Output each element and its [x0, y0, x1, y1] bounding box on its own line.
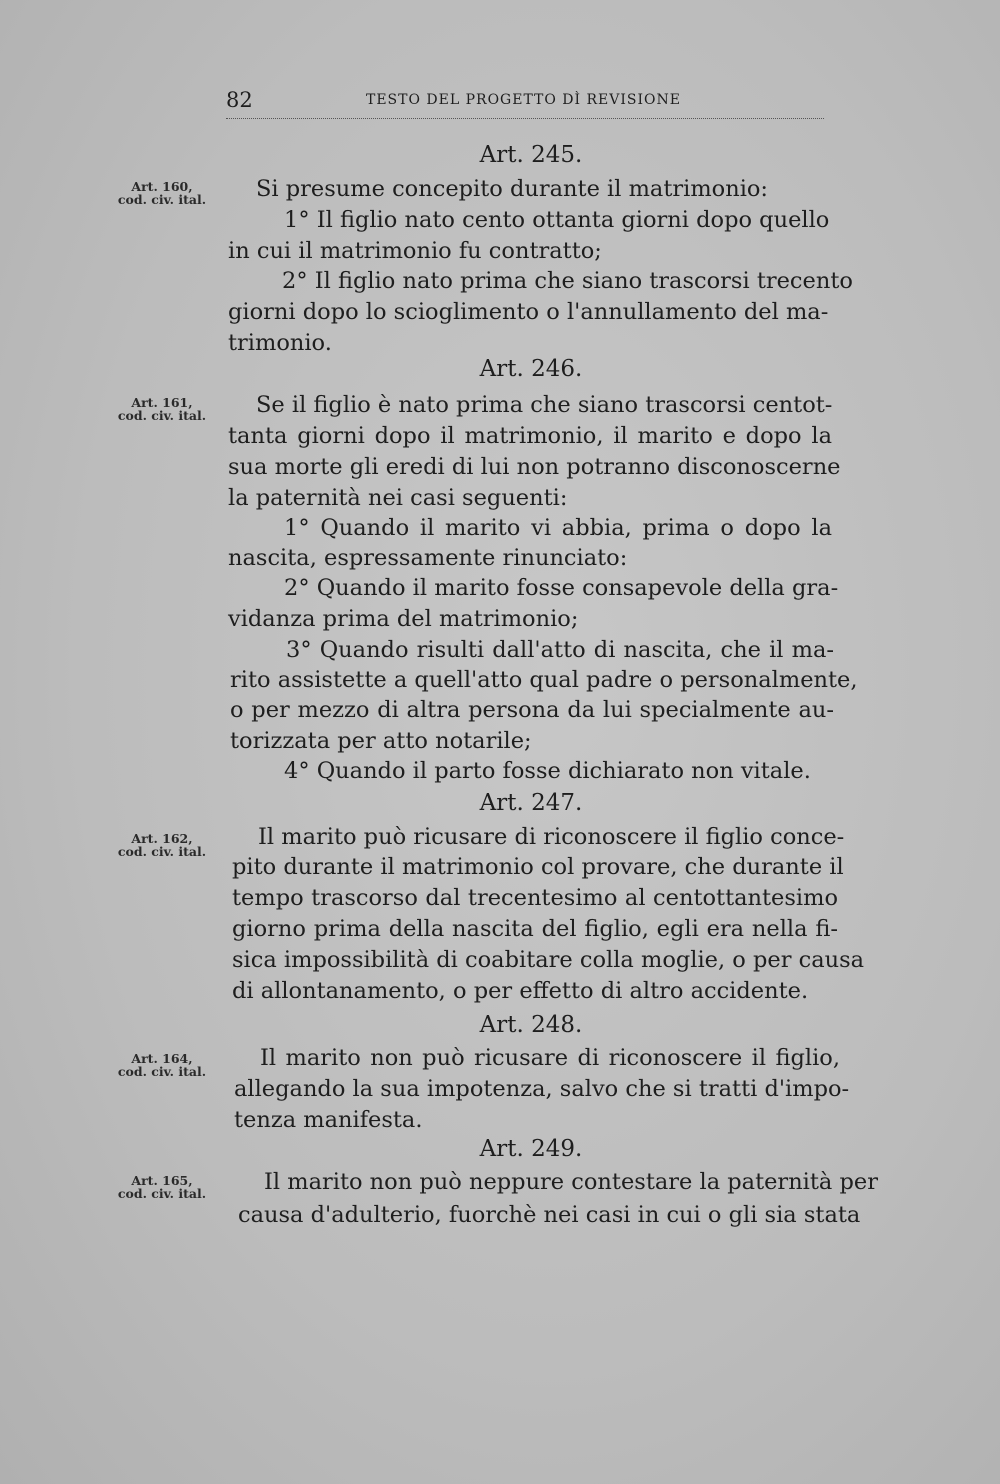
- text-line: pito durante il matrimonio col provare, che durante il: [232, 854, 844, 880]
- page-number: 82: [226, 88, 253, 112]
- text-line: vidanza prima del matrimonio;: [228, 606, 579, 632]
- text-line: allegando la sua impotenza, salvo che si tratti d'impo-: [234, 1076, 850, 1102]
- text-line: tenza manifesta.: [234, 1107, 423, 1133]
- text-line: o per mezzo di altra persona da lui specialmente au-: [230, 697, 834, 723]
- text-line: rito assistette a quell'atto qual padre o personalmente,: [230, 667, 858, 693]
- article-heading: Art. 245.: [479, 142, 583, 168]
- text-line: tempo trascorso dal trecentesimo al centottantesimo: [232, 885, 838, 911]
- text-line: 1° Il figlio nato cento ottanta giorni dopo quello: [284, 207, 830, 233]
- text-line: nascita, espressamente rinunciato:: [228, 545, 628, 571]
- article-heading: Art. 247.: [479, 790, 583, 816]
- article-heading: Art. 249.: [479, 1136, 583, 1162]
- text-line: la paternità nei casi seguenti:: [228, 485, 568, 511]
- text-line: in cui il matrimonio fu contratto;: [228, 238, 602, 264]
- text-line: Se il figlio è nato prima che siano trascorsi centot-: [256, 392, 833, 418]
- text-line: sica impossibilità di coabitare colla moglie, o per causa: [232, 947, 865, 973]
- page-header: [226, 88, 824, 119]
- text-line: 2° Il figlio nato prima che siano trascorsi trecento: [282, 268, 853, 294]
- text-line: di allontanamento, o per effetto di altro accidente.: [232, 978, 809, 1004]
- text-line: sua morte gli eredi di lui non potranno disconoscerne: [228, 454, 841, 480]
- text-line: causa d'adulterio, fuorchè nei casi in cui o gli sia stata: [238, 1202, 861, 1228]
- text-line: Il marito non può ricusare di riconoscere il figlio,: [260, 1045, 840, 1071]
- margin-note: Art. 165, cod. civ. ital.: [117, 1173, 207, 1201]
- text-line: giorni dopo lo scioglimento o l'annullamento del ma-: [228, 299, 829, 325]
- text-line: trimonio.: [228, 330, 332, 356]
- text-line: Il marito non può neppure contestare la paternità per: [264, 1169, 878, 1195]
- margin-note: Art. 160, cod. civ. ital.: [117, 179, 207, 207]
- text-line: giorno prima della nascita del figlio, egli era nella fi-: [232, 916, 838, 942]
- margin-note: Art. 161, cod. civ. ital.: [117, 395, 207, 423]
- text-line: 1° Quando il marito vi abbia, prima o dopo la: [284, 515, 832, 541]
- margin-note: Art. 164, cod. civ. ital.: [117, 1051, 207, 1079]
- article-heading: Art. 246.: [479, 356, 583, 382]
- text-line: torizzata per atto notarile;: [230, 728, 532, 754]
- article-heading: Art. 248.: [479, 1012, 583, 1038]
- text-line: 2° Quando il marito fosse consapevole della gra-: [284, 575, 839, 601]
- margin-note: Art. 162, cod. civ. ital.: [117, 831, 207, 859]
- text-line: 4° Quando il parto fosse dichiarato non vitale.: [284, 758, 811, 784]
- running-title: TESTO DEL PROGETTO DÌ REVISIONE: [366, 92, 681, 108]
- text-line: Si presume concepito durante il matrimonio:: [256, 176, 769, 202]
- text-line: tanta giorni dopo il matrimonio, il marito e dopo la: [228, 423, 832, 449]
- text-line: 3° Quando risulti dall'atto di nascita, che il ma-: [286, 637, 834, 663]
- text-line: Il marito può ricusare di riconoscere il figlio conce-: [258, 824, 845, 850]
